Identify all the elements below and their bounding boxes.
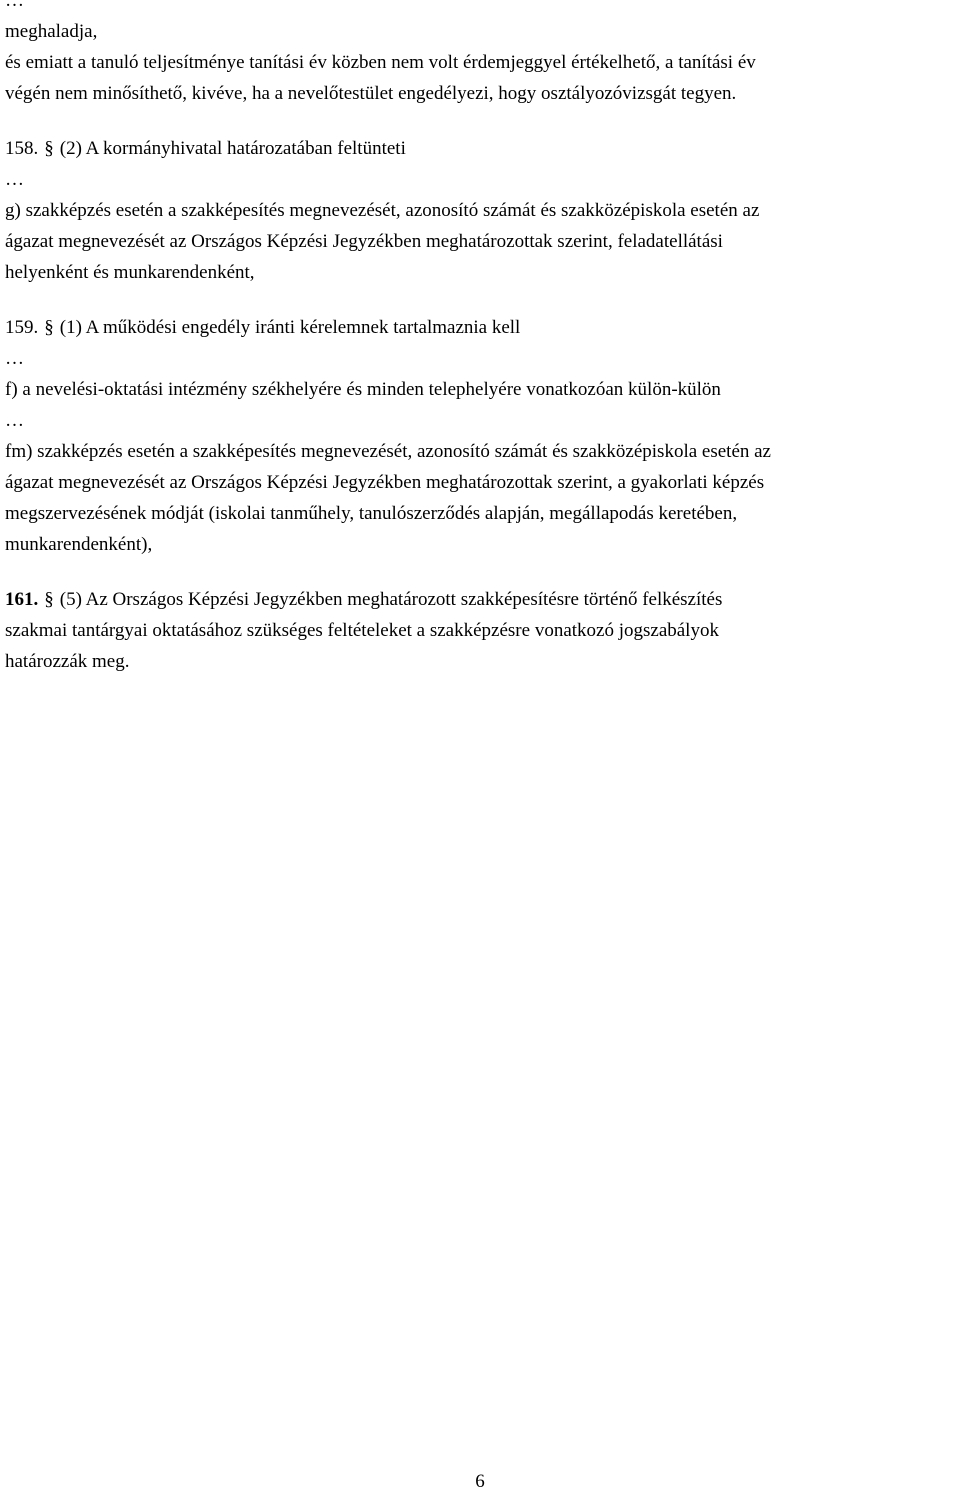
paragraph-line: helyenként és munkarendenként, [5,262,255,283]
section-heading-text: (5) Az Országos Képzési Jegyzékben meghatározott szakképesítésre történő felkészítés [59,589,723,610]
paragraph-line: és emiatt a tanuló teljesítménye tanítási év közben nem volt érdemjeggyel értékelhető, a tanítási év [5,52,756,73]
paragraph-sign: § [44,138,54,159]
section-159-heading [5,312,955,343]
paragraph-line: meghaladja, [5,21,98,42]
paragraph-line: munkarendenként), [5,534,153,555]
spacer [5,109,955,133]
paragraph-line: ágazat megnevezését az Országos Képzési Jegyzékben meghatározottak szerint, a gyakorlati képzés [5,472,765,493]
paragraph-line: ágazat megnevezését az Országos Képzési Jegyzékben meghatározottak szerint, feladatellátási [5,231,723,252]
paragraph-line: f) a nevelési-oktatási intézmény székhelyére és minden telephelyére vonatkozóan külön-külön [5,379,721,400]
document-page [5,0,955,677]
spacer [5,560,955,584]
ellipsis: … [5,0,24,11]
section-158-heading [5,133,955,164]
paragraph-line: fm) szakképzés esetén a szakképesítés megnevezését, azonosító számát és szakközépiskola esetén az [5,441,771,462]
section-number: 161. [5,589,39,610]
paragraph-line: g) szakképzés esetén a szakképesítés megnevezését, azonosító számát és szakközépiskola esetén az [5,200,760,221]
paragraph-sign: § [44,589,54,610]
section-161-heading [5,584,955,615]
paragraph-line: szakmai tantárgyai oktatásához szükséges feltételeket a szakképzésre vonatkozó jogszabályok [5,620,719,641]
paragraph-line: megszervezésének módját (iskolai tanműhely, tanulószerződés alapján, megállapodás keretében, [5,503,738,524]
spacer [5,288,955,312]
section-number: 158. [5,138,39,159]
ellipsis: … [5,410,24,431]
paragraph-line: végén nem minősíthető, kivéve, ha a nevelőtestület engedélyezi, hogy osztályozóvizsgát tegyen. [5,83,737,104]
ellipsis: … [5,169,24,190]
paragraph-sign: § [44,317,54,338]
section-number: 159. [5,317,39,338]
section-heading-text: (1) A működési engedély iránti kérelemnek tartalmaznia kell [59,317,521,338]
ellipsis: … [5,348,24,369]
page-number: 6 [475,1471,485,1492]
paragraph-line: határozzák meg. [5,651,130,672]
section-heading-text: (2) A kormányhivatal határozatában feltünteti [59,138,406,159]
